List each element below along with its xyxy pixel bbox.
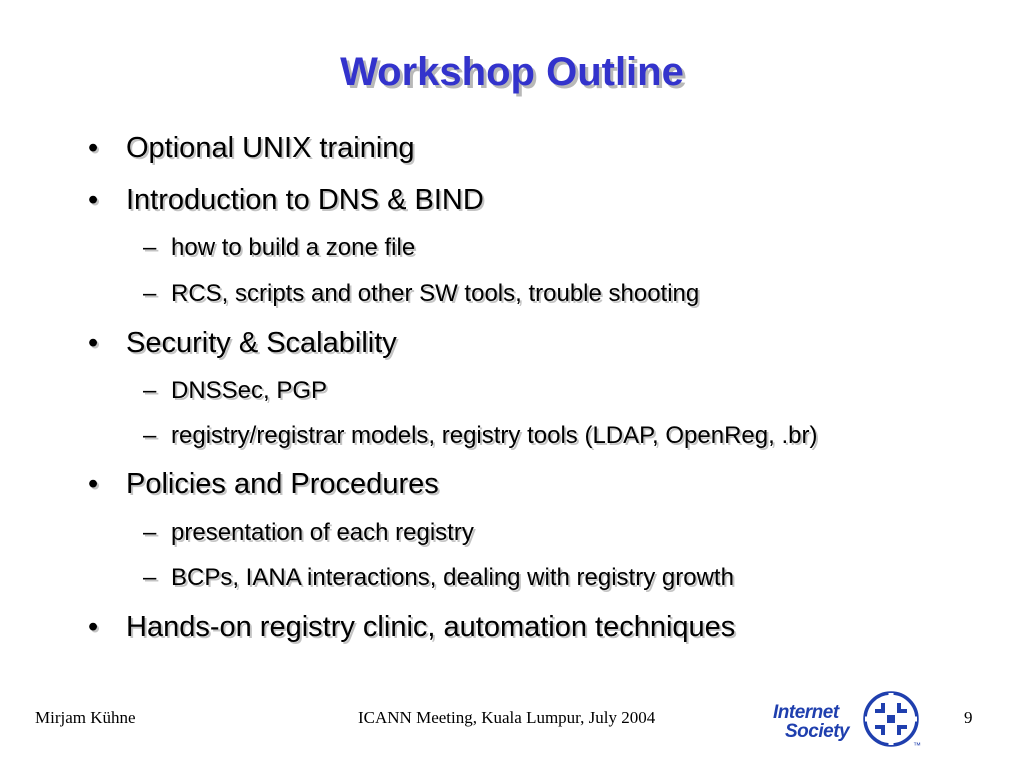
logo-line-society: Society [785,721,850,742]
outline-item-text: DNSSec, PGP [171,377,328,404]
footer-author: Mirjam Kühne [35,708,136,727]
logo-line-internet: Internet [773,702,839,723]
outline-item-text: BCPs, IANA interactions, dealing with registry growth [171,564,734,591]
internet-society-logo [773,689,925,753]
outline-subitem [143,564,734,592]
page-number: 9 [964,708,973,727]
outline-item-text: Optional UNIX training [126,132,415,164]
outline-subitem [143,377,328,405]
outline-item [88,184,484,217]
outline-subitem [143,234,416,262]
outline-item [88,327,397,360]
outline-subitem [143,519,474,547]
dash-marker: – [143,564,157,591]
outline-item-text: Introduction to DNS & BIND [126,184,484,216]
trademark-symbol: ™ [913,741,921,750]
outline-item-text: Security & Scalability [126,327,397,359]
footer-event: ICANN Meeting, Kuala Lumpur, July 2004 [358,708,656,727]
dash-marker: – [143,377,157,404]
bullet-marker: • [88,132,99,164]
outline-item [88,611,736,644]
outline-item-text: Hands-on registry clinic, automation techniques [126,611,736,643]
bullet-marker: • [88,327,99,359]
outline-item-text: how to build a zone file [171,234,416,261]
dash-marker: – [143,234,157,261]
bullet-marker: • [88,611,99,643]
outline-subitem [143,422,818,450]
slide-title: Workshop Outline [340,50,684,94]
dash-marker: – [143,519,157,546]
outline-subitem [143,280,700,308]
outline-item [88,468,439,501]
dash-marker: – [143,280,157,307]
dash-marker: – [143,422,157,449]
outline-item-text: registry/registrar models, registry tools (LDAP, OpenReg, .br) [171,422,818,449]
bullet-marker: • [88,184,99,216]
outline-item-text: presentation of each registry [171,519,474,546]
outline-item-text: Policies and Procedures [126,468,439,500]
bullet-marker: • [88,468,99,500]
outline-item-text: RCS, scripts and other SW tools, trouble shooting [171,280,700,307]
outline-item [88,132,415,165]
